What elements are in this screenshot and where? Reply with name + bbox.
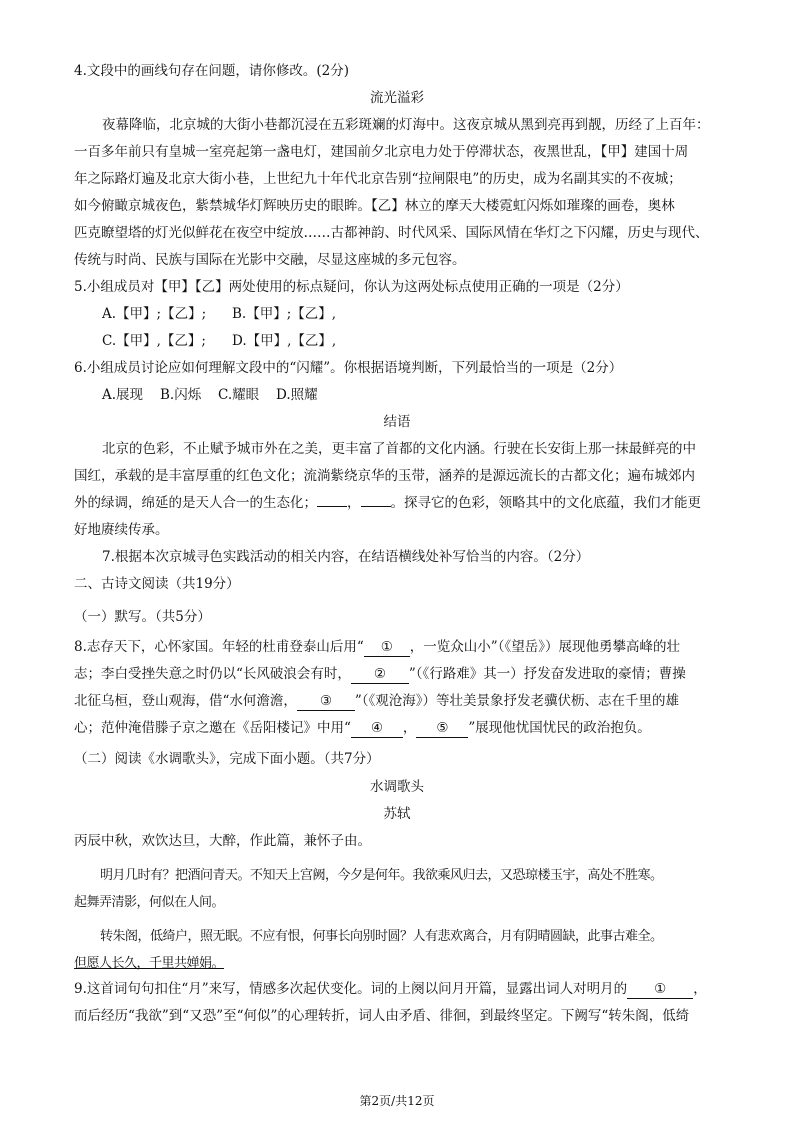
q8-blank-5[interactable]: ⑤ <box>416 719 468 738</box>
q8-text: 志；李白受挫失意之时仍以“长风破浪会有时， <box>74 666 351 682</box>
q8-text: ”（《行路难》其一）抒发奋发进取的豪情；曹操 <box>408 666 686 682</box>
q5-option-c: C.【甲】,【乙】; <box>102 333 206 349</box>
passage-1-line: 如今俯瞰京城夜色，紫禁城华灯辉映历史的眼眸。【乙】林立的摩天大楼霓虹闪烁如璀璨的画卷，奥林 <box>74 198 675 214</box>
sub-2-heading: （二）阅读《水调歌头》，完成下面小题。（共7分） <box>74 751 380 767</box>
passage-2-line: 好地赓续传承。 <box>74 522 169 538</box>
q8-blank-4[interactable]: ④ <box>351 719 403 738</box>
poem-title: 水调歌头 <box>370 779 424 795</box>
poem-line: 明月几时有？把酒问青天。不知天上宫阙，今夕是何年。我欲乘风归去，又恐琼楼玉宇，高处不胜寒。 <box>100 868 663 883</box>
q8-text: 8.志存天下，心怀家国。年轻的杜甫登泰山后用“ <box>74 639 364 655</box>
q9-text: ， <box>693 981 707 997</box>
passage-2-text: 。探寻它的色彩，领略其中的文化底蕴，我们才能更 <box>390 495 701 511</box>
q9-text: 9.这首词句句扣住“月”来写，情感多次起伏变化。词的上阕以问月开篇，显露出词人对明月的 <box>74 981 628 997</box>
question-8-line <box>74 634 734 661</box>
page-footer: 第2页/共12页 <box>359 1094 435 1108</box>
q6-option-a: A.展现 <box>102 387 144 403</box>
question-6: 6.小组成员讨论应如何理解文段中的“闪耀”。你根据语境判断，下列最恰当的一项是（2分） <box>74 360 623 376</box>
passage-2-text: 外的绿调，绵延的是天人合一的生态化； <box>74 495 317 511</box>
q6-option-c: C.耀眼 <box>218 387 260 403</box>
question-8-line <box>74 715 734 742</box>
section-title-jieyu: 结语 <box>383 414 411 430</box>
section-title-liuguang: 流光溢彩 <box>370 90 424 106</box>
passage-2-line: 北京的色彩，不止赋予城市外在之美，更丰富了首都的文化内涵。行驶在长安街上那一抹最鲜亮的中 <box>102 441 696 457</box>
passage-2-line: 国红，承载的是丰富厚重的红色文化；流淌紫绕京华的玉带，涵养的是源远流长的古都文化；遍布城郊内 <box>74 468 695 484</box>
passage-1-line: 夜幕降临，北京城的大街小巷都沉浸在五彩斑斓的灯海中。这夜京城从黑到亮再到靓，历经了上百年： <box>102 117 710 133</box>
q9-blank-1[interactable]: ① <box>627 980 693 999</box>
q8-text: 北征乌桓，登山观海，借“水何澹澹， <box>74 693 297 709</box>
question-8-line <box>74 661 734 688</box>
q5-option-d: D.【甲】,【乙】, <box>232 333 337 349</box>
q8-blank-1[interactable]: ① <box>364 638 410 657</box>
poem-preface: 丙辰中秋，欢饮达旦，大醉，作此篇，兼怀子由。 <box>74 833 371 849</box>
question-4: 4.文段中的画线句存在问题，请你修改。(2分) <box>74 63 350 79</box>
q8-blank-3[interactable]: ③ <box>297 692 355 711</box>
q5-option-a: A.【甲】;【乙】; <box>102 306 207 322</box>
q6-option-d: D.照耀 <box>276 387 318 403</box>
q5-option-b: B.【甲】;【乙】, <box>232 306 337 322</box>
question-9-line: 而后经历“我欲”到“又恐”至“何似”的心理转折，词人由矛盾、徘徊，到最终坚定。下阙写“转朱阁，低绮 <box>74 1008 690 1024</box>
q8-text: ，一览众山小”（《望岳》）展现他勇攀高峰的壮 <box>409 639 680 655</box>
q8-text: ”（《观沧海》）等壮美景象抒发老骥伏枥、志在千里的雄 <box>354 693 680 709</box>
passage-1-line: 传统与时尚、民族与国际在光影中交融，尽显这座城的多元包容。 <box>74 252 466 268</box>
poem-line-underlined: 但愿人长久，千里共婵娟。 <box>74 956 225 971</box>
q8-blank-2[interactable]: ② <box>351 665 409 684</box>
passage-1-line: 匹克瞭望塔的灯光似鲜花在夜空中绽放……古都神韵、时代风采、国际风情在华灯之下闪耀，历史与现代、 <box>74 225 709 241</box>
poem-line: 起舞弄清影，何似在人间。 <box>74 895 225 910</box>
question-8-line <box>74 688 734 715</box>
passage-2-line-with-blanks: 外的绿调，绵延的是天人合一的生态化； ， 。探寻它的色彩，领略其中的文化底蕴，我们才能更 <box>74 490 734 517</box>
poem-line: 转朱阁，低绮户，照无眠。不应有恨，何事长向别时圆？人有悲欢离合，月有阴晴圆缺，此事古难全。 <box>100 929 663 944</box>
question-7: 7.根据本次京城寻色实践活动的相关内容，在结语横线处补写恰当的内容。（2分） <box>102 549 590 565</box>
q8-text: ， <box>402 720 417 736</box>
answer-blank-1[interactable] <box>317 491 347 507</box>
answer-blank-2[interactable] <box>361 491 391 507</box>
q8-text: 心；范仲淹借滕子京之邀在《岳阳楼记》中用“ <box>74 720 351 736</box>
question-5: 5.小组成员对【甲】【乙】两处使用的标点疑问，你认为这两处标点使用正确的一项是（2分） <box>74 279 629 295</box>
passage-1-line: 年之际路灯遍及北京大街小巷，上世纪九十年代北京告别“拉闸限电”的历史，成为名副其实的不夜城； <box>74 171 682 187</box>
part-2-heading: 二、古诗文阅读（共19分） <box>74 576 240 592</box>
sub-1-heading: （一）默写。（共5分） <box>74 609 211 625</box>
poem-author: 苏轼 <box>383 806 411 822</box>
q8-text: ”展现他忧国忧民的政治抱负。 <box>468 720 651 736</box>
q6-option-b: B.闪烁 <box>160 387 202 403</box>
passage-1-line: 一百多年前只有皇城一室亮起第一盏电灯，建国前夕北京电力处于停滞状态，夜黑世乱，【甲】建国十周 <box>74 144 689 160</box>
question-9-line <box>74 976 734 1003</box>
